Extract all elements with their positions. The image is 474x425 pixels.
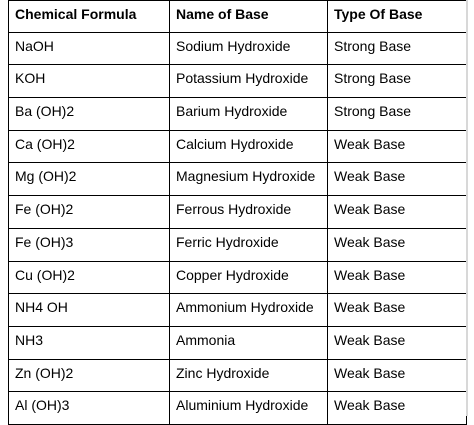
chemical-formula-cell: KOH xyxy=(9,65,170,98)
table-row xyxy=(9,326,467,359)
base-type-cell: Weak Base xyxy=(328,130,467,163)
header-type-of-base: Type Of Base xyxy=(328,1,467,33)
table-row xyxy=(9,392,467,425)
base-type-cell: Strong Base xyxy=(328,98,467,131)
base-type-cell: Weak Base xyxy=(328,163,467,196)
table-row xyxy=(9,228,467,261)
base-name-cell: Ammonium Hydroxide xyxy=(170,294,328,327)
bases-table xyxy=(8,0,467,425)
chemical-formula-cell: NH4 OH xyxy=(9,294,170,327)
chemical-formula-cell: Fe (OH)2 xyxy=(9,196,170,229)
table-row xyxy=(9,359,467,392)
base-type-cell: Weak Base xyxy=(328,261,467,294)
header-name-of-base: Name of Base xyxy=(170,1,328,33)
base-name-cell: Barium Hydroxide xyxy=(170,98,328,131)
table-row xyxy=(9,163,467,196)
base-name-cell: Potassium Hydroxide xyxy=(170,65,328,98)
base-name-cell: Zinc Hydroxide xyxy=(170,359,328,392)
table-row xyxy=(9,32,467,65)
base-type-cell: Weak Base xyxy=(328,392,467,425)
base-name-cell: Ferric Hydroxide xyxy=(170,228,328,261)
base-name-cell: Aluminium Hydroxide xyxy=(170,392,328,425)
table-row xyxy=(9,130,467,163)
table-row xyxy=(9,65,467,98)
base-type-cell: Strong Base xyxy=(328,32,467,65)
base-name-cell: Magnesium Hydroxide xyxy=(170,163,328,196)
base-name-cell: Calcium Hydroxide xyxy=(170,130,328,163)
table-row xyxy=(9,294,467,327)
base-name-cell: Copper Hydroxide xyxy=(170,261,328,294)
base-type-cell: Weak Base xyxy=(328,326,467,359)
base-type-cell: Strong Base xyxy=(328,65,467,98)
chemical-formula-cell: Zn (OH)2 xyxy=(9,359,170,392)
page-edge-shadow xyxy=(466,0,468,416)
table-row xyxy=(9,261,467,294)
chemical-formula-cell: Al (OH)3 xyxy=(9,392,170,425)
chemical-formula-cell: Ca (OH)2 xyxy=(9,130,170,163)
base-name-cell: Ferrous Hydroxide xyxy=(170,196,328,229)
base-type-cell: Weak Base xyxy=(328,196,467,229)
table-row xyxy=(9,196,467,229)
table-row xyxy=(9,98,467,131)
header-chemical-formula: Chemical Formula xyxy=(9,1,170,33)
table-header-row xyxy=(9,1,467,33)
chemical-formula-cell: Cu (OH)2 xyxy=(9,261,170,294)
base-name-cell: Ammonia xyxy=(170,326,328,359)
chemical-formula-cell: NH3 xyxy=(9,326,170,359)
chemical-formula-cell: Ba (OH)2 xyxy=(9,98,170,131)
chemical-formula-cell: NaOH xyxy=(9,32,170,65)
base-type-cell: Weak Base xyxy=(328,359,467,392)
chemical-formula-cell: Mg (OH)2 xyxy=(9,163,170,196)
base-type-cell: Weak Base xyxy=(328,228,467,261)
chemical-formula-cell: Fe (OH)3 xyxy=(9,228,170,261)
base-type-cell: Weak Base xyxy=(328,294,467,327)
base-name-cell: Sodium Hydroxide xyxy=(170,32,328,65)
bases-table-container xyxy=(8,0,472,425)
